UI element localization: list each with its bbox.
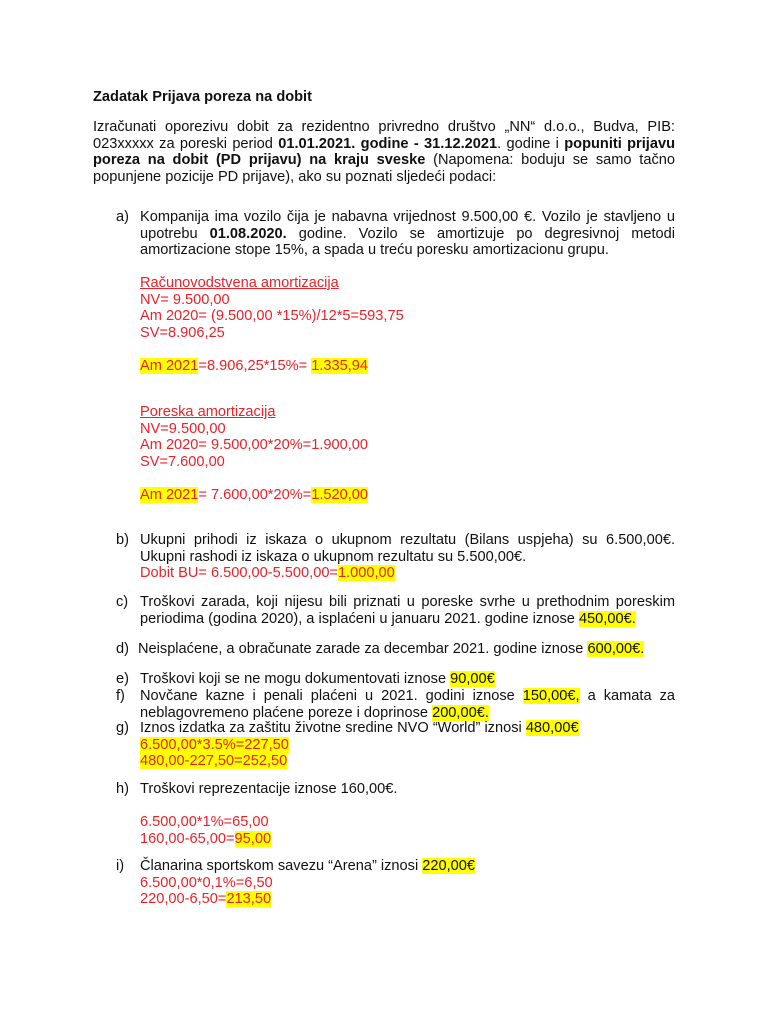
list-item-h (116, 781, 675, 847)
list-item-f (116, 688, 675, 721)
item-text-part: Kompanija ima vozilo čija je nabavna vrijednost 9.500,00 €. Vozilo je stavljeno u upotrebu (140, 209, 675, 242)
calc-line: SV=8.906,25 (140, 324, 225, 341)
highlighted-label: Am 2021 (140, 486, 199, 503)
list-marker: c) (116, 594, 129, 610)
item-text-part: Iznos izdatka za zaštitu životne sredine NVO “World” iznosi (140, 720, 526, 736)
list-marker: e) (116, 671, 129, 687)
highlighted-calc: 6.500,00*3.5%=227,50 (140, 736, 289, 753)
highlighted-result: 1.000,00 (337, 565, 395, 581)
item-text (140, 858, 675, 875)
list-item-i (116, 858, 675, 908)
highlighted-amount: 450,00€. (578, 610, 636, 627)
accounting-depreciation-title: Računovodstvena amortizacija (140, 275, 339, 291)
intro-text-2: . godine i (497, 135, 565, 152)
intro-text-3: (Napomena: boduju se samo tačno popunjene pozicije PD prijave), ako su poznati sljedeći podaci: (93, 152, 675, 185)
list-item-a (116, 209, 675, 503)
calc-line: NV=9.500,00 (140, 420, 226, 437)
calc-line: Am 2020= 9.500,00*20%=1.900,00 (140, 437, 369, 453)
calc-line: Am 2020= (9.500,00 *15%)/12*5=593,75 (140, 308, 404, 324)
list-item-c (116, 594, 675, 627)
list-marker: b) (116, 532, 129, 548)
calc-line: 6.500,00*0,1%=6,50 (140, 874, 273, 891)
highlighted-amount: 90,00€ (450, 671, 495, 687)
list-marker: h) (116, 781, 129, 797)
item-text (140, 671, 675, 688)
intro-text-1: Izračunati oporezivu dobit za rezidentno privredno društvo „NN“ d.o.o., Budva, PIB: 023xxxxx za poreski period (93, 119, 675, 152)
calc-line: 6.500,00*1%=65,00 (140, 814, 269, 830)
list-marker: g) (116, 720, 129, 736)
intro-task: popuniti prijavu poreza na dobit (PD prijavu) na kraju sveske (93, 135, 675, 168)
item-text (140, 594, 675, 627)
calc-line (140, 565, 675, 582)
calc-text: 220,00-6,50= (140, 891, 227, 907)
item-text (140, 209, 675, 259)
calc-text: =8.906,25*15%= (198, 357, 312, 374)
item-text (138, 641, 675, 658)
highlighted-result: 213,50 (226, 891, 272, 907)
item-text: Ukupni prihodi iz iskaza o ukupnom rezultatu (Bilans uspjeha) su 6.500,00€. Ukupni rashodi iz iskaza o ukupnom rezultatu su 5.500,00€. (140, 532, 675, 565)
item-text-part: a kamata za neblagovremeno plaćene poreze i doprinose (140, 688, 675, 721)
document-title: Zadatak Prijava poreza na dobit (93, 89, 312, 105)
highlighted-label: Am 2021 (140, 357, 199, 374)
tax-depreciation-title: Poreska amortizacija (140, 404, 276, 420)
item-text-part: Članarina sportskom savezu “Arena” iznosi (140, 858, 423, 874)
calc-text: Dobit BU= 6.500,00-5.500,00= (140, 565, 338, 581)
item-text: Troškovi reprezentacije iznose 160,00€. (140, 781, 398, 797)
calc-line (140, 891, 675, 908)
highlighted-amount: 480,00€ (525, 720, 579, 736)
list-item-b (116, 532, 675, 582)
calc-line (140, 753, 675, 770)
list-marker: a) (116, 209, 129, 225)
highlighted-result: 95,00 (234, 830, 272, 847)
list-item-d (116, 641, 675, 658)
intro-period: 01.01.2021. godine - 31.12.2021 (278, 135, 498, 152)
list-marker: f) (116, 688, 125, 704)
calc-line (140, 358, 675, 375)
highlighted-result: 1.335,94 (311, 357, 369, 374)
intro-paragraph (93, 119, 675, 185)
list-item-e (116, 671, 675, 688)
calc-line (140, 831, 675, 848)
item-text (140, 720, 675, 737)
highlighted-result: 1.520,00 (311, 486, 369, 503)
calc-line (140, 487, 675, 504)
highlighted-amount: 150,00€, (522, 688, 580, 704)
calc-line: NV= 9.500,00 (140, 291, 230, 308)
calc-line: SV=7.600,00 (140, 453, 225, 470)
item-text-part: Novčane kazne i penali plaćeni u 2021. godini iznose (140, 688, 523, 704)
calc-line (140, 737, 675, 754)
calc-text: = 7.600,00*20%= (198, 486, 312, 503)
item-text (140, 688, 675, 721)
item-text-part: Troškovi koji se ne mogu dokumentovati iznose (140, 671, 451, 687)
list-marker: d) (116, 641, 129, 657)
list-marker: i) (116, 858, 125, 874)
item-text-part: godine. Vozilo se amortizuje po degresivnoj metodi amortizacione stope 15%, a spada u treću poresku amortizacionu grupu. (140, 225, 675, 258)
highlighted-calc: 480,00-227,50=252,50 (140, 753, 288, 769)
highlighted-amount: 600,00€. (587, 641, 645, 657)
calc-text: 160,00-65,00= (140, 830, 235, 847)
highlighted-amount: 200,00€. (432, 704, 489, 721)
highlighted-amount: 220,00€ (422, 858, 476, 874)
item-text-part: Troškovi zarada, koji nijesu bili priznati u poreske svrhe u prethodnim poreskim periodima (godina 2020), a isplaćeni u januaru 2021. godine iznose (140, 594, 675, 627)
item-text-part: Neisplaćene, a obračunate zarade za decembar 2021. godine iznose (138, 641, 588, 657)
item-date: 01.08.2020. (209, 225, 287, 242)
list-item-g (116, 720, 675, 770)
